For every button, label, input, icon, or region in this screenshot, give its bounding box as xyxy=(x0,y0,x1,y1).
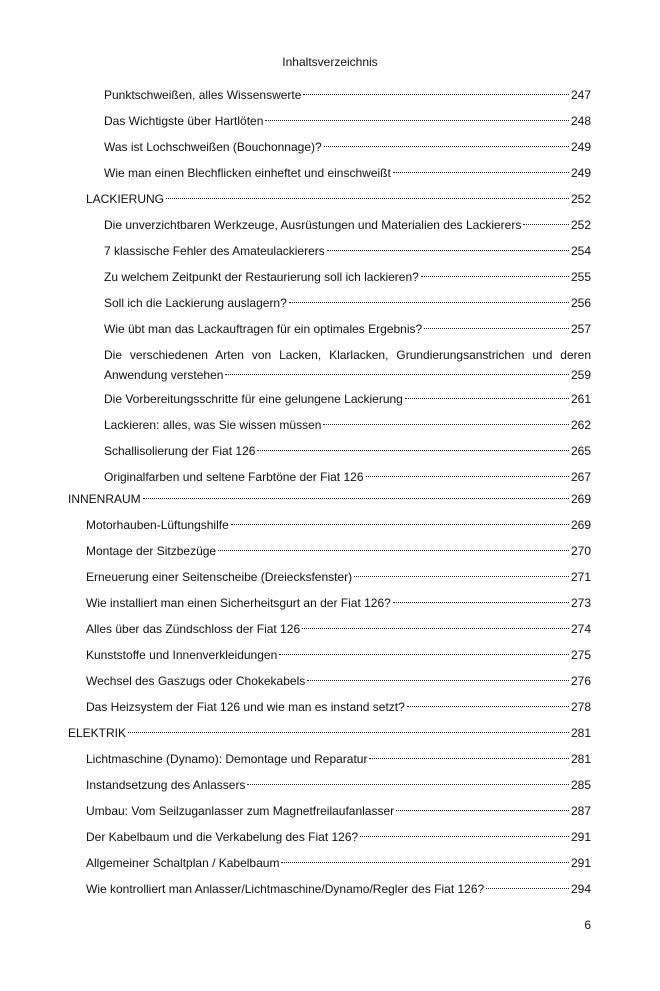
dot-leader xyxy=(327,250,569,251)
dot-leader xyxy=(143,498,569,499)
toc-entry-title: Erneuerung einer Seitenscheibe (Dreiecksfenster) xyxy=(86,570,353,584)
toc-entry xyxy=(104,241,591,261)
dot-leader xyxy=(247,784,569,785)
toc-entry-page: 269 xyxy=(570,492,591,506)
toc-entry-title: ELEKTRIK xyxy=(68,726,127,740)
toc-entry-title: Wechsel des Gaszugs oder Chokekabels xyxy=(86,674,306,688)
dot-leader xyxy=(281,862,569,863)
dot-leader xyxy=(231,524,569,525)
dot-leader xyxy=(407,706,569,707)
toc-entry-title: Allgemeiner Schaltplan / Kabelbaum xyxy=(86,856,280,870)
dot-leader xyxy=(396,810,569,811)
toc-entry xyxy=(104,389,591,409)
toc-entry-page: 259 xyxy=(570,368,591,382)
toc-entry-title: Wie übt man das Lackauftragen für ein optimales Ergebnis? xyxy=(104,322,423,336)
dot-leader xyxy=(257,450,569,451)
toc-entry-title: Lackieren: alles, was Sie wissen müssen xyxy=(104,418,322,432)
toc-entry xyxy=(104,163,591,183)
toc-entry-page: 249 xyxy=(570,140,591,154)
toc-entry xyxy=(86,567,591,587)
dot-leader xyxy=(405,398,569,399)
toc-entry xyxy=(104,111,591,131)
dot-leader xyxy=(289,302,569,303)
toc-entry-page: 273 xyxy=(570,596,591,610)
toc-entry xyxy=(104,137,591,157)
toc-entry-page: 255 xyxy=(570,270,591,284)
toc-entry-page: 270 xyxy=(570,544,591,558)
toc-entry-page: 249 xyxy=(570,166,591,180)
toc-entry xyxy=(104,345,591,385)
toc-entry xyxy=(86,619,591,639)
dot-leader xyxy=(486,888,569,889)
toc-entry-line2 xyxy=(104,365,591,385)
toc-entry-page: 265 xyxy=(570,444,591,458)
toc-entry-page: 291 xyxy=(570,856,591,870)
toc-entry-title: Wie installiert man einen Sicherheitsgurt an der Fiat 126? xyxy=(86,596,391,610)
toc-entry xyxy=(86,801,591,821)
toc-entry xyxy=(86,515,591,535)
toc-entry xyxy=(86,189,591,209)
toc-entry-title: Der Kabelbaum und die Verkabelung des Fiat 126? xyxy=(86,830,359,844)
dot-leader xyxy=(279,654,569,655)
toc-entry-page: 291 xyxy=(570,830,591,844)
toc-entry-page: 256 xyxy=(570,296,591,310)
dot-leader xyxy=(324,146,569,147)
toc-entry-title: Die Vorbereitungsschritte für eine gelungene Lackierung xyxy=(104,392,403,406)
toc-entry-title: Alles über das Zündschloss der Fiat 126 xyxy=(86,622,301,636)
dot-leader xyxy=(354,576,569,577)
dot-leader xyxy=(369,758,568,759)
toc-entry-title: 7 klassische Fehler des Amateulackierers xyxy=(104,244,325,258)
toc-entry-title: Lichtmaschine (Dynamo): Demontage und Reparatur xyxy=(86,752,368,766)
toc-entry-page: 271 xyxy=(570,570,591,584)
dot-leader xyxy=(166,198,569,199)
dot-leader xyxy=(393,602,569,603)
toc-entry xyxy=(86,671,591,691)
toc-entry-title: Instandsetzung des Anlassers xyxy=(86,778,246,792)
toc-entry-title: Umbau: Vom Seilzuganlasser zum Magnetfreilaufanlasser xyxy=(86,804,395,818)
toc-entry xyxy=(86,541,591,561)
dot-leader xyxy=(225,374,569,375)
dot-leader xyxy=(218,550,569,551)
toc-entry-page: 254 xyxy=(570,244,591,258)
toc-entry xyxy=(86,697,591,717)
toc-entry-page: 248 xyxy=(570,114,591,128)
toc-entry-page: 276 xyxy=(570,674,591,688)
dot-leader xyxy=(393,172,569,173)
toc-entry xyxy=(104,215,591,235)
dot-leader xyxy=(360,836,569,837)
toc-entry-title: Montage der Sitzbezüge xyxy=(86,544,217,558)
toc-entry xyxy=(86,853,591,873)
toc-entry-title: Punktschweißen, alles Wissenswerte xyxy=(104,88,302,102)
toc-entry-page: 269 xyxy=(570,518,591,532)
toc-entry xyxy=(104,319,591,339)
toc-entry-page: 281 xyxy=(570,752,591,766)
toc-entry-title: Wie kontrolliert man Anlasser/Lichtmaschine/Dynamo/Regler des Fiat 126? xyxy=(86,882,485,896)
toc-entry-page: 275 xyxy=(570,648,591,662)
toc-entry-title-line1: Die verschiedenen Arten von Lacken, Klarlacken, Grundierungsanstrichen und deren xyxy=(104,348,591,362)
toc-entry xyxy=(86,593,591,613)
toc-entry-page: 274 xyxy=(570,622,591,636)
dot-leader xyxy=(366,476,569,477)
dot-leader xyxy=(424,328,569,329)
toc-entry-title: Was ist Lochschweißen (Bouchonnage)? xyxy=(104,140,322,154)
toc-entry-title: Soll ich die Lackierung auslagern? xyxy=(104,296,287,310)
toc-entry-page: 267 xyxy=(570,470,591,484)
toc-entry xyxy=(104,467,591,487)
dot-leader xyxy=(265,120,569,121)
toc-entry-page: 281 xyxy=(570,726,591,740)
toc-entry-title: Wie man einen Blechflicken einheftet und einschweißt xyxy=(104,166,391,180)
toc-entry-title: INNENRAUM xyxy=(68,492,141,506)
dot-leader xyxy=(302,628,569,629)
toc-entry xyxy=(104,85,591,105)
toc-entry-page: 257 xyxy=(570,322,591,336)
toc-entry-page: 262 xyxy=(570,418,591,432)
dot-leader xyxy=(303,94,569,95)
toc-entry xyxy=(86,645,591,665)
toc-entry-page: 294 xyxy=(570,882,591,896)
dot-leader xyxy=(523,224,569,225)
toc-entry-page: 247 xyxy=(570,88,591,102)
toc-entry-title: Das Wichtigste über Hartlöten xyxy=(104,114,264,128)
toc-entry-page: 252 xyxy=(570,192,591,206)
toc-entry-page: 261 xyxy=(570,392,591,406)
toc-entry xyxy=(86,827,591,847)
toc-entry-title-line2: Anwendung verstehen xyxy=(104,368,224,382)
page-header-title: Inhaltsverzeichnis xyxy=(282,55,378,69)
toc-entry-title: Motorhauben-Lüftungshilfe xyxy=(86,518,229,532)
toc-entry-title: Kunststoffe und Innenverkleidungen xyxy=(86,648,278,662)
toc-entry-page: 285 xyxy=(570,778,591,792)
toc-entry-page: 278 xyxy=(570,700,591,714)
toc-entry xyxy=(86,775,591,795)
dot-leader xyxy=(128,732,569,733)
toc-entry-title: Das Heizsystem der Fiat 126 und wie man es instand setzt? xyxy=(86,700,405,714)
toc-entry-title: Originalfarben und seltene Farbtöne der Fiat 126 xyxy=(104,470,364,484)
toc-entry-title: Die unverzichtbaren Werkzeuge, Ausrüstungen und Materialien des Lackierers xyxy=(104,218,522,232)
toc-entry-title: Zu welchem Zeitpunkt der Restaurierung soll ich lackieren? xyxy=(104,270,419,284)
toc-entry xyxy=(104,293,591,313)
toc-entry-title: LACKIERUNG xyxy=(86,192,165,206)
toc-entry xyxy=(68,723,591,743)
dot-leader xyxy=(421,276,569,277)
dot-leader xyxy=(307,680,569,681)
toc-entry-title: Schallisolierung der Fiat 126 xyxy=(104,444,256,458)
toc-entry-page: 252 xyxy=(570,218,591,232)
toc-entry xyxy=(86,749,591,769)
toc-entry xyxy=(104,415,591,435)
toc-entry xyxy=(104,267,591,287)
page-number: 6 xyxy=(584,918,591,932)
toc-entry xyxy=(68,489,591,509)
toc-entry-page: 287 xyxy=(570,804,591,818)
toc-entry xyxy=(104,441,591,461)
toc-entry xyxy=(86,879,591,899)
dot-leader xyxy=(323,424,569,425)
